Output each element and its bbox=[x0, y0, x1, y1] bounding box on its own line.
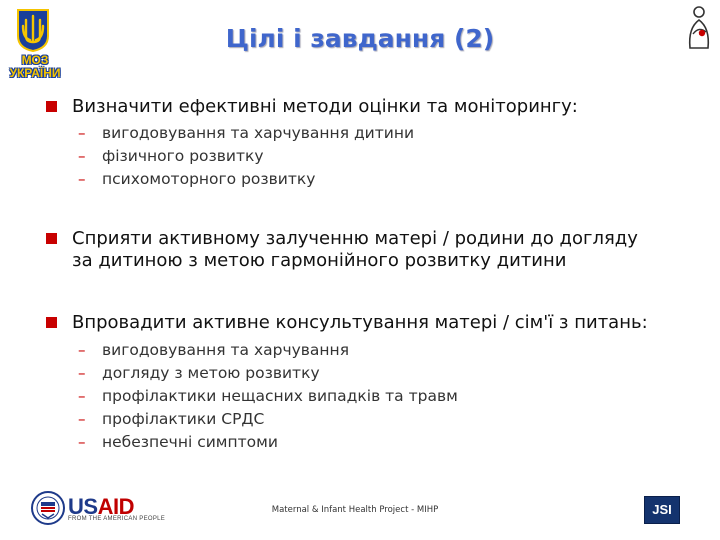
sub-item-text: психомоторного розвитку bbox=[102, 170, 316, 188]
project-name: Maternal & Infant Health Project - MIHP bbox=[271, 505, 439, 515]
logo-text-line2: УКРАЇНИ bbox=[9, 66, 61, 80]
usaid-aid: AID bbox=[97, 494, 134, 519]
dash-icon: – bbox=[78, 147, 86, 165]
sub-item bbox=[40, 122, 700, 145]
sub-item bbox=[40, 408, 700, 431]
usaid-seal-icon bbox=[30, 490, 66, 526]
sub-item-text: вигодовування та харчування дитини bbox=[102, 124, 415, 142]
sub-item bbox=[40, 339, 700, 362]
bullet-square-icon bbox=[46, 233, 57, 244]
bullet-square-icon bbox=[46, 101, 57, 112]
bullet-3 bbox=[40, 312, 700, 454]
usaid-us: US bbox=[68, 494, 98, 519]
bullet-square-icon bbox=[46, 317, 57, 328]
bullet-2-text-line2: за дитиною з метою гармонійного розвитку дитини bbox=[72, 250, 567, 271]
sub-item bbox=[40, 168, 700, 191]
sub-item-text: догляду з метою розвитку bbox=[102, 364, 320, 382]
dash-icon: – bbox=[78, 410, 86, 428]
bullet-2-line bbox=[40, 228, 700, 272]
slide-title: Цілі і завдання (2) bbox=[225, 24, 495, 53]
dash-icon: – bbox=[78, 341, 86, 359]
footer bbox=[0, 486, 720, 536]
bullet-2-text-line1: Сприяти активному залученню матері / родини до догляду bbox=[72, 228, 638, 249]
bullet-2 bbox=[40, 228, 700, 272]
bullet-3-text: Впровадити активне консультування матері / сім'ї з питань: bbox=[72, 312, 648, 333]
logo-text-line1: МОЗ bbox=[21, 53, 49, 67]
bullet-1 bbox=[40, 96, 700, 191]
sub-item-text: небезпечні симптоми bbox=[102, 433, 278, 451]
sub-item bbox=[40, 431, 700, 454]
dash-icon: – bbox=[78, 433, 86, 451]
dash-icon: – bbox=[78, 387, 86, 405]
sub-item bbox=[40, 362, 700, 385]
usaid-tagline: FROM THE AMERICAN PEOPLE bbox=[68, 516, 166, 522]
bullet-1-line bbox=[40, 96, 700, 118]
trident-emblem-icon bbox=[14, 8, 52, 52]
moz-ukraine-logo bbox=[4, 6, 66, 86]
dash-icon: – bbox=[78, 124, 86, 142]
logo-text bbox=[4, 54, 66, 80]
sub-item-text: вигодовування та харчування bbox=[102, 341, 350, 359]
dash-icon: – bbox=[78, 364, 86, 382]
sub-item bbox=[40, 145, 700, 168]
sub-item-text: профілактики СРДС bbox=[102, 410, 265, 428]
sub-item bbox=[40, 385, 700, 408]
bullet-1-text: Визначити ефективні методи оцінки та моніторингу: bbox=[72, 96, 578, 117]
sub-item-text: фізичного розвитку bbox=[102, 147, 264, 165]
bullet-3-line bbox=[40, 312, 700, 334]
sub-item-text: профілактики нещасних випадків та травм bbox=[102, 387, 458, 405]
mother-child-icon bbox=[682, 4, 716, 50]
jsi-logo: JSI bbox=[644, 496, 680, 524]
dash-icon: – bbox=[78, 170, 86, 188]
